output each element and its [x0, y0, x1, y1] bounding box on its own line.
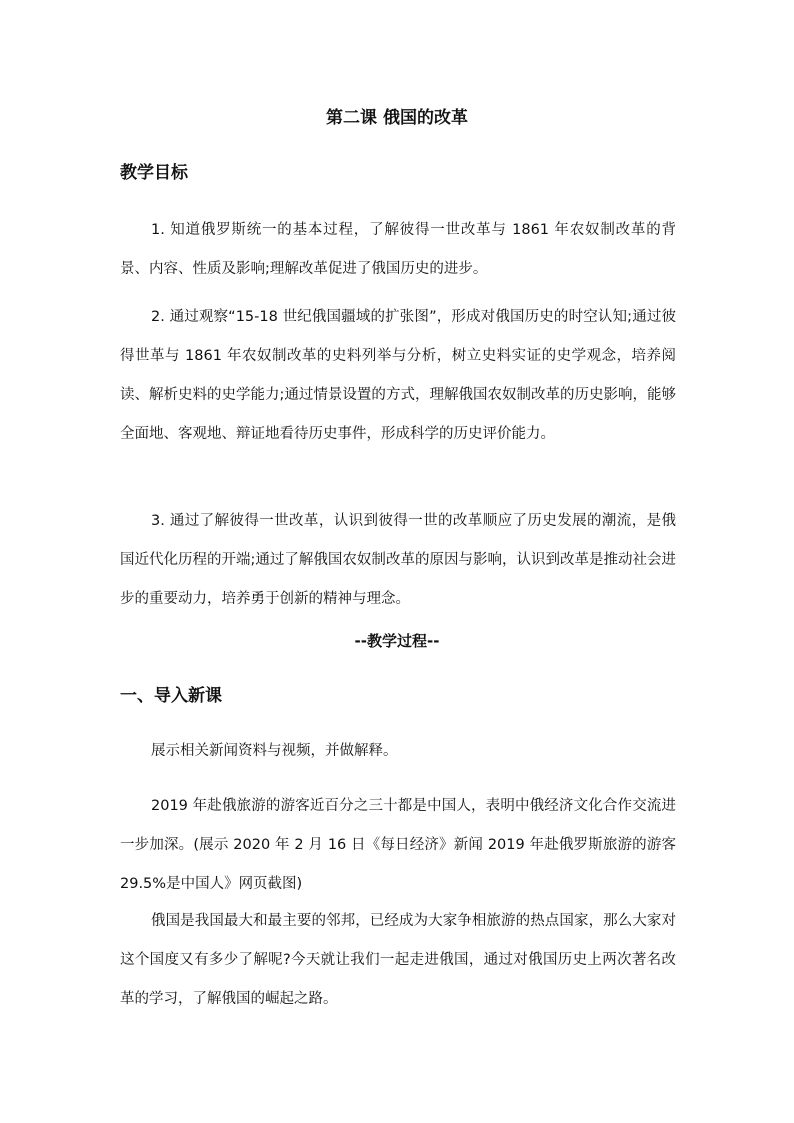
section-1-paragraph-2: 2019 年赴俄旅游的游客近百分之三十都是中国人，表明中俄经济文化合作交流进一步加深。(展示 2020 年 2 月 16 日《每日经济》新闻 2019 年赴俄罗斯旅游的游客 29.5%是中国人》网页截图) — [120, 798, 676, 892]
section-1-heading: 一、导入新课 — [120, 686, 222, 706]
section-1-paragraph-3: 俄国是我国最大和最主要的邻邦，已经成为大家争相旅游的热点国家，那么大家对这个国度又有多少了解呢?今天就让我们一起走进俄国，通过对俄国历史上两次著名改革的学习，了解俄国的崛起之路。 — [120, 913, 676, 1007]
process-heading: --教学过程-- — [354, 632, 440, 650]
objective-1: 1. 知道俄罗斯统一的基本过程，了解彼得一世改革与 1861 年农奴制改革的背景、内容、性质及影响;理解改革促进了俄国历史的进步。 — [120, 222, 676, 277]
section-1-paragraph-1: 展示相关新闻资料与视频，并做解释。 — [151, 743, 398, 759]
objective-3: 3. 通过了解彼得一世改革，认识到彼得一世的改革顺应了历史发展的潮流，是俄国近代化历程的开端;通过了解俄国农奴制改革的原因与影响，认识到改革是推动社会进步的重要动力，培养勇于创新的精神与理念。 — [120, 513, 676, 607]
objectives-heading: 教学目标 — [120, 163, 188, 183]
lesson-title: 第二课 俄国的改革 — [326, 108, 468, 128]
objective-2: 2. 通过观察“15-18 世纪俄国疆域的扩张图”，形成对俄国历史的时空认知;通过彼得世革与 1861 年农奴制改革的史料列举与分析，树立史料实证的史学观念，培养阅读、解析史料的史学能力;通过情景设置的方式，理解俄国农奴制改革的历史影响，能够全面地、客观地、辩证地看待历史事件，形成科学的历史评价能力。 — [120, 309, 676, 442]
